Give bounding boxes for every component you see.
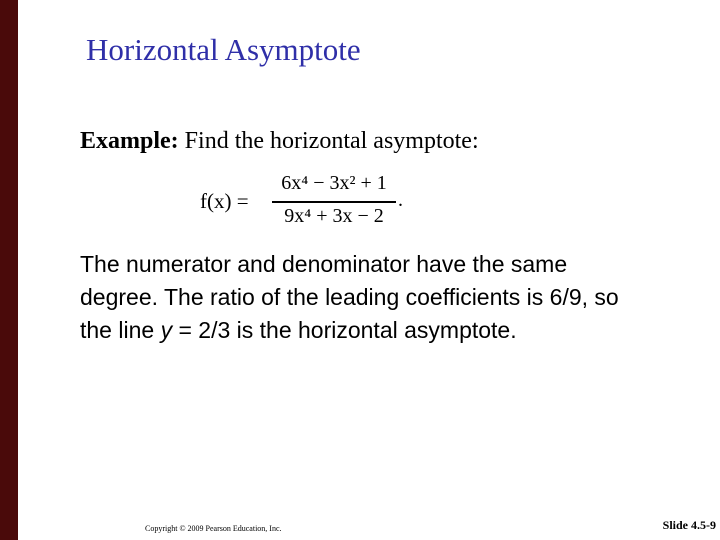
formula-denominator: 9x⁴ + 3x − 2 [284,205,384,227]
variable-y: y [160,317,173,343]
slide-title: Horizontal Asymptote [86,32,361,67]
slide-side-bar [0,0,18,540]
explanation-line-3 [80,314,690,347]
example-label: Example: [80,128,179,154]
fraction-bar [272,201,396,203]
explanation-line-1: The numerator and denominator have the same [80,251,568,277]
example-text: Find the horizontal asymptote: [178,128,479,154]
formula-fraction [272,172,396,232]
explanation-line-3-end: = 2/3 is the horizontal asymptote. [172,317,517,343]
explanation-text [80,248,690,347]
formula-lhs: f(x) = [200,189,249,213]
example-line [80,128,479,155]
explanation-line-3-start: the line [80,317,161,343]
formula-period: . [398,189,403,211]
explanation-line-2: degree. The ratio of the leading coefficients is 6/9, so [80,284,619,310]
copyright-notice: Copyright © 2009 Pearson Education, Inc. [145,524,282,533]
formula-numerator: 6x⁴ − 3x² + 1 [281,172,387,194]
slide-number: Slide 4.5-9 [662,518,716,532]
